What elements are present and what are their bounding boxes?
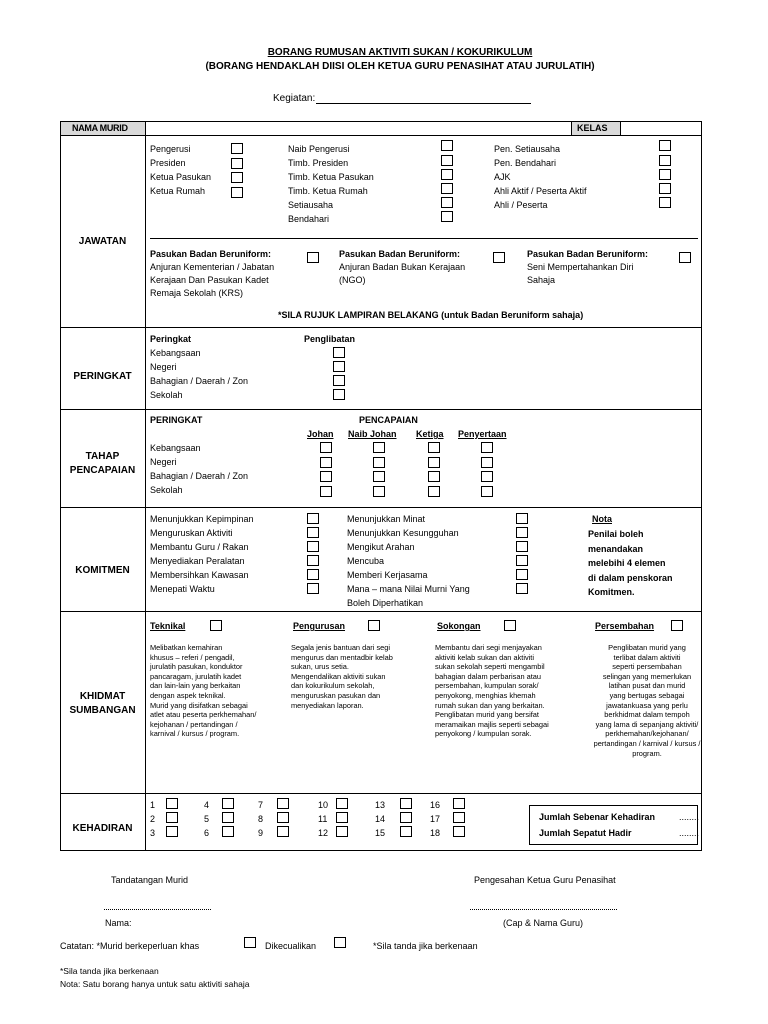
level-label: Kebangsaan xyxy=(150,443,201,453)
jawatan-note: *SILA RUJUK LAMPIRAN BELAKANG (untuk Badan Beruniform sahaja) xyxy=(278,310,584,320)
desc-line: menyediakan laporan. xyxy=(291,700,364,710)
checkbox-kehadiran[interactable] xyxy=(336,798,348,809)
checkbox-mencuba[interactable] xyxy=(516,555,528,566)
checkbox-kehadiran[interactable] xyxy=(453,826,465,837)
checkbox-kerjasama[interactable] xyxy=(516,569,528,580)
desc-line: Melibatkan kemahiran xyxy=(150,643,223,652)
jumlah-sebenar-label: Jumlah Sebenar Kehadiran xyxy=(539,812,656,822)
checkbox-kehadiran[interactable] xyxy=(277,826,289,837)
checkbox-ajk[interactable] xyxy=(659,169,671,180)
uniform-line: Anjuran Kementerian / Jabatan xyxy=(150,262,275,272)
checkbox-keperluan-khas[interactable] xyxy=(244,937,256,948)
checkbox-tahap-ketiga[interactable] xyxy=(428,486,440,497)
komitmen-item: Mengikut Arahan xyxy=(347,542,415,552)
kehadiran-number: 6 xyxy=(204,828,210,838)
checkbox-kehadiran[interactable] xyxy=(336,812,348,823)
jawatan-option-label: Timb. Ketua Pasukan xyxy=(288,172,374,182)
desc-line: selingan yang memerlukan xyxy=(602,671,692,681)
checkbox-arahan[interactable] xyxy=(516,541,528,552)
kelas-label: KELAS xyxy=(577,123,608,133)
checkbox-tahap-johan[interactable] xyxy=(320,471,332,482)
desc-line: latihan pusat dan murid xyxy=(608,681,686,691)
kehadiran-number: 12 xyxy=(318,828,329,838)
checkbox-peralatan[interactable] xyxy=(307,555,319,566)
checkbox-kehadiran[interactable] xyxy=(222,826,234,837)
checkbox-tahap-naib-johan[interactable] xyxy=(373,486,385,497)
checkbox-penglibatan-sekolah[interactable] xyxy=(333,389,345,400)
desc-line: Murid yang disifatkan sebagai xyxy=(150,700,248,710)
checkbox-minat[interactable] xyxy=(516,513,528,524)
nama-murid-field[interactable] xyxy=(146,122,571,135)
checkbox-tahap-naib-johan[interactable] xyxy=(373,442,385,453)
level-label: Negeri xyxy=(150,457,177,467)
checkbox-penglibatan-kebangsaan[interactable] xyxy=(333,347,345,358)
komitmen-col2 xyxy=(347,514,470,612)
komitmen-item: Menunjukkan Kepimpinan xyxy=(150,514,254,524)
checkbox-kehadiran[interactable] xyxy=(222,812,234,823)
komitmen-item: Menunjukkan Minat xyxy=(347,514,426,524)
desc-line: Segala jenis bantuan dari segi xyxy=(291,643,391,652)
guru-signature-line[interactable] xyxy=(470,909,617,910)
level-label: Kebangsaan xyxy=(150,348,201,358)
desc-line: bahagian dalam perbarisan atau xyxy=(435,671,542,681)
checkbox-kehadiran[interactable] xyxy=(277,798,289,809)
nota-line: melebihi 4 elemen xyxy=(588,558,666,568)
desc-line: berkhidmat dalam tempoh xyxy=(604,710,690,720)
nama-murid-label: NAMA MURID xyxy=(72,123,128,133)
komitmen-item: Mana – mana Nilai Murni Yang xyxy=(347,584,470,594)
jawatan-option-label: AJK xyxy=(494,172,511,182)
cap-nama-guru-label: (Cap & Nama Guru) xyxy=(503,918,584,928)
jawatan-option-label: Naib Pengerusi xyxy=(288,144,350,154)
checkbox-kesungguhan[interactable] xyxy=(516,527,528,538)
peringkat-label: PERINGKAT xyxy=(73,371,132,382)
desc-line: jurulatih pasukan, konduktor xyxy=(150,662,243,672)
row-divider xyxy=(60,507,702,508)
kehadiran-number: 5 xyxy=(204,814,210,824)
uniform-option-2 xyxy=(339,249,465,288)
kehadiran-number: 8 xyxy=(258,814,264,824)
jawatan-option-label: Bendahari xyxy=(288,214,330,224)
checkbox-tahap-penyertaan[interactable] xyxy=(481,457,493,468)
komitmen-item: Menepati Waktu xyxy=(150,584,215,594)
checkbox-teknikal[interactable] xyxy=(210,620,222,631)
checkbox-pengurusan[interactable] xyxy=(368,620,380,631)
jawatan-option-label: Timb. Presiden xyxy=(288,158,349,168)
kehadiran-number: 4 xyxy=(204,800,210,810)
tahap-col-title: PERINGKAT xyxy=(150,415,203,425)
desc-line: pancaragam, jurulatih kadet xyxy=(150,671,242,681)
checkbox-penglibatan-bahagian[interactable] xyxy=(333,375,345,386)
checkbox-tahap-ketiga[interactable] xyxy=(428,442,440,453)
checkbox-tahap-penyertaan[interactable] xyxy=(481,471,493,482)
desc-line: sukan, urus setia. xyxy=(291,662,349,672)
checkbox-sokongan[interactable] xyxy=(504,620,516,631)
khidmat-persembahan-desc xyxy=(593,643,701,758)
footer-note-1: *Sila tanda jika berkenaan xyxy=(60,966,159,976)
khidmat-teknikal-desc xyxy=(150,643,290,739)
tahap-label-1: TAHAP xyxy=(85,451,120,462)
uniform-title: Pasukan Badan Beruniform: xyxy=(527,249,649,259)
komitmen-item: Boleh Diperhatikan xyxy=(347,598,424,608)
uniform-line: Anjuran Badan Bukan Kerajaan xyxy=(339,262,466,272)
checkbox-presiden[interactable] xyxy=(231,158,243,169)
nota-body xyxy=(588,529,673,602)
checkbox-pen-setiausaha[interactable] xyxy=(659,140,671,151)
desc-line: Membantu dari segi menjayakan xyxy=(435,643,542,652)
kehadiran-number: 13 xyxy=(375,800,386,810)
kehadiran-number: 9 xyxy=(258,828,264,838)
khidmat-sokongan-desc xyxy=(435,643,585,739)
checkbox-kehadiran[interactable] xyxy=(166,812,178,823)
nota-title: Nota xyxy=(592,514,612,524)
checkbox-ahli-aktif[interactable] xyxy=(659,183,671,194)
jawatan-option-label: Ketua Rumah xyxy=(150,186,206,196)
kehadiran-number: 18 xyxy=(430,828,441,838)
jumlah-sebenar-value[interactable]: ........ xyxy=(679,812,700,822)
checkbox-kehadiran[interactable] xyxy=(277,812,289,823)
uniform-option-1 xyxy=(150,249,274,301)
checkbox-uniform-seni[interactable] xyxy=(679,252,691,263)
checkbox-kehadiran[interactable] xyxy=(336,826,348,837)
desc-line: mengurus dan mentadbir kelab xyxy=(291,652,393,662)
tahap-levels xyxy=(150,443,248,499)
kegiatan-label: Kegiatan: xyxy=(273,93,316,104)
kehadiran-number: 15 xyxy=(375,828,386,838)
komitmen-item: Menguruskan Aktiviti xyxy=(150,528,233,538)
desc-line: dan lain-lain yang berkaitan xyxy=(150,681,241,691)
col-ketiga: Ketiga xyxy=(416,429,444,439)
checkbox-kehadiran[interactable] xyxy=(166,826,178,837)
desc-line: perkhemahan/kejohanan/ xyxy=(605,729,689,739)
desc-line: seperti persembahan xyxy=(612,662,682,672)
jawatan-option-label: Pengerusi xyxy=(150,144,191,154)
checkbox-nilai-murni[interactable] xyxy=(516,583,528,594)
desc-line: Penglibatan murid yang bersifat xyxy=(435,710,539,720)
jawatan-option-label: Timb. Ketua Rumah xyxy=(288,186,368,196)
footer-note-2: Nota: Satu borang hanya untuk satu aktiviti sahaja xyxy=(60,979,250,989)
tahap-label-2: PENCAPAIAN xyxy=(69,465,136,476)
nota-line: Komitmen. xyxy=(588,587,635,597)
kehadiran-number: 17 xyxy=(430,814,441,824)
checkbox-membantu[interactable] xyxy=(307,541,319,552)
form-subtitle: (BORANG HENDAKLAH DIISI OLEH KETUA GURU PENASIHAT ATAU JURULATIH) xyxy=(205,61,595,72)
kehadiran-label: KEHADIRAN xyxy=(72,823,133,834)
checkbox-pen-bendahari[interactable] xyxy=(659,155,671,166)
checkbox-ahli-peserta[interactable] xyxy=(659,197,671,208)
jawatan-option-label: Ahli / Peserta xyxy=(494,200,548,210)
komitmen-item: Membersihkan Kawasan xyxy=(150,570,249,580)
checkbox-uniform-ngo[interactable] xyxy=(493,252,505,263)
sila-tanda-label: *Sila tanda jika berkenaan xyxy=(373,941,478,951)
nama-label: Nama: xyxy=(105,918,132,928)
desc-line: khusus – referi / pengadil, xyxy=(150,652,235,662)
checkbox-kehadiran[interactable] xyxy=(453,812,465,823)
checkbox-kehadiran[interactable] xyxy=(400,798,412,809)
checkbox-tahap-penyertaan[interactable] xyxy=(481,442,493,453)
col-johan: Johan xyxy=(307,429,334,439)
uniform-option-3 xyxy=(527,249,648,288)
uniform-line: (NGO) xyxy=(339,275,366,285)
level-label: Bahagian / Daerah / Zon xyxy=(150,471,249,481)
checkbox-tahap-ketiga[interactable] xyxy=(428,471,440,482)
checkbox-timb-presiden[interactable] xyxy=(441,155,453,166)
form-title: BORANG RUMUSAN AKTIVITI SUKAN / KOKURIKULUM xyxy=(267,47,533,58)
komitmen-label: KOMITMEN xyxy=(75,565,130,576)
checkbox-pengerusi[interactable] xyxy=(231,143,243,154)
desc-line: Mengendalikan aktiviti sukan xyxy=(291,671,386,681)
khidmat-label-1: KHIDMAT xyxy=(79,691,126,702)
jawatan-option-label: Ahli Aktif / Peserta Aktif xyxy=(494,186,587,196)
level-label: Sekolah xyxy=(150,485,183,495)
checkbox-tahap-penyertaan[interactable] xyxy=(481,486,493,497)
peringkat-levels xyxy=(150,348,248,404)
desc-line: Penglibatan murid yang xyxy=(608,643,686,652)
checkbox-tahap-ketiga[interactable] xyxy=(428,457,440,468)
desc-line: persembahan, kumpulan sorak/ xyxy=(435,681,539,691)
jawatan-separator xyxy=(150,238,698,239)
checkbox-tahap-johan[interactable] xyxy=(320,486,332,497)
checkbox-kehadiran[interactable] xyxy=(400,812,412,823)
level-label: Negeri xyxy=(150,362,177,372)
kehadiran-summary-box xyxy=(529,805,698,845)
checkbox-timb-ketua-rumah[interactable] xyxy=(441,183,453,194)
row-divider xyxy=(60,327,702,328)
checkbox-kehadiran[interactable] xyxy=(166,798,178,809)
jawatan-col1 xyxy=(150,144,211,200)
uniform-line: Seni Mempertahankan Diri xyxy=(527,262,634,272)
nota-line: Penilai boleh xyxy=(588,529,644,539)
khidmat-sokongan-title: Sokongan xyxy=(437,621,481,631)
desc-line: kejohanan / pertandingan / xyxy=(150,719,238,729)
desc-line: karnival / kursus / program. xyxy=(150,729,240,739)
jumlah-sepatut-value[interactable]: ........ xyxy=(679,828,700,838)
level-label: Sekolah xyxy=(150,390,183,400)
komitmen-item: Menunjukkan Kesungguhan xyxy=(347,528,459,538)
kehadiran-number: 11 xyxy=(318,814,328,824)
khidmat-teknikal-title: Teknikal xyxy=(150,621,186,631)
desc-line: pertandingan / karnival / kursus / xyxy=(593,738,701,748)
kehadiran-number: 7 xyxy=(258,800,264,810)
label-column-divider xyxy=(145,121,146,851)
kegiatan-field[interactable] xyxy=(316,103,531,104)
kehadiran-number: 14 xyxy=(375,814,386,824)
kehadiran-number: 10 xyxy=(318,800,329,810)
desc-line: penyokong / kumpulan sorak. xyxy=(435,729,532,739)
uniform-line: Remaja Sekolah (KRS) xyxy=(150,288,244,298)
khidmat-pengurusan-desc xyxy=(291,643,431,710)
checkbox-penglibatan-negeri[interactable] xyxy=(333,361,345,372)
desc-line: meramaikan majlis seperti sebagai xyxy=(435,719,549,729)
jawatan-option-label: Pen. Bendahari xyxy=(494,158,557,168)
checkbox-timb-ketua-pasukan[interactable] xyxy=(441,169,453,180)
jawatan-label: JAWATAN xyxy=(78,236,127,247)
komitmen-item: Menyediakan Peralatan xyxy=(150,556,245,566)
desc-line: rumah sukan dan yang berkaitan. xyxy=(435,700,545,710)
checkbox-kawasan[interactable] xyxy=(307,569,319,580)
khidmat-persembahan-title: Persembahan xyxy=(595,621,655,631)
desc-line: sukan sekolah seperti mengambil xyxy=(435,662,545,672)
level-label: Bahagian / Daerah / Zon xyxy=(150,376,249,386)
desc-line: dengan aspek teknikal. xyxy=(150,690,226,700)
penglibatan-col-title: Penglibatan xyxy=(304,334,356,344)
desc-line: jawatankuasa yang perlu xyxy=(606,700,688,710)
checkbox-ketua-rumah[interactable] xyxy=(231,187,243,198)
checkbox-ketua-pasukan[interactable] xyxy=(231,172,243,183)
jawatan-option-label: Pen. Setiausaha xyxy=(494,144,561,154)
col-penyertaan: Penyertaan xyxy=(458,429,507,439)
uniform-title: Pasukan Badan Beruniform: xyxy=(150,249,272,259)
checkbox-naib-pengerusi[interactable] xyxy=(441,140,453,151)
checkbox-tahap-johan[interactable] xyxy=(320,457,332,468)
checkbox-setiausaha[interactable] xyxy=(441,197,453,208)
col-naib-johan: Naib Johan xyxy=(348,429,397,439)
row-divider xyxy=(60,135,702,136)
murid-signature-line[interactable] xyxy=(104,909,211,910)
desc-line: atlet atau peserta perkhemahan/ xyxy=(150,710,257,720)
jawatan-col3 xyxy=(494,144,587,214)
checkbox-kehadiran[interactable] xyxy=(400,826,412,837)
khidmat-pengurusan-title: Pengurusan xyxy=(293,621,346,631)
kehadiran-number: 16 xyxy=(430,800,441,810)
kehadiran-number: 1 xyxy=(150,800,156,810)
khidmat-label-2: SUMBANGAN xyxy=(69,705,136,716)
tandatangan-murid-label: Tandatangan Murid xyxy=(111,875,189,885)
jawatan-col2 xyxy=(288,144,374,228)
desc-line: yang lama di sepanjang aktiviti/ xyxy=(595,719,699,729)
uniform-line: Sahaja xyxy=(527,275,556,285)
checkbox-menguruskan[interactable] xyxy=(307,527,319,538)
jawatan-option-label: Presiden xyxy=(150,158,186,168)
desc-line: terlibat dalam aktiviti xyxy=(613,652,681,662)
komitmen-item: Mencuba xyxy=(347,556,385,566)
checkbox-tahap-johan[interactable] xyxy=(320,442,332,453)
desc-line: menguruskan pasukan dan xyxy=(291,690,381,700)
checkbox-tahap-naib-johan[interactable] xyxy=(373,457,385,468)
kelas-field[interactable] xyxy=(621,122,701,135)
desc-line: dan kokurikulum sekolah, xyxy=(291,681,375,691)
checkbox-kehadiran[interactable] xyxy=(453,798,465,809)
desc-line: aktiviti kelab sukan dan aktiviti xyxy=(435,652,535,662)
row-divider xyxy=(60,793,702,794)
uniform-line: Kerajaan Dan Pasukan Kadet xyxy=(150,275,269,285)
desc-line: yang bertugas sebagai xyxy=(609,690,685,700)
checkbox-kehadiran[interactable] xyxy=(222,798,234,809)
nota-line: menandakan xyxy=(588,543,644,554)
desc-line: penyokong, menghias khemah xyxy=(435,690,536,700)
catatan-label: Catatan: *Murid berkeperluan khas xyxy=(60,941,200,951)
jawatan-option-label: Ketua Pasukan xyxy=(150,172,212,182)
komitmen-item: Membantu Guru / Rakan xyxy=(150,542,249,552)
uniform-title: Pasukan Badan Beruniform: xyxy=(339,249,461,259)
komitmen-col1 xyxy=(150,514,254,598)
peringkat-col-title: Peringkat xyxy=(150,334,192,344)
checkbox-waktu[interactable] xyxy=(307,583,319,594)
kehadiran-number: 3 xyxy=(150,828,156,838)
kehadiran-number: 2 xyxy=(150,814,156,824)
desc-line: program. xyxy=(632,748,662,758)
komitmen-item: Memberi Kerjasama xyxy=(347,570,428,580)
checkbox-tahap-naib-johan[interactable] xyxy=(373,471,385,482)
nota-line: di dalam penskoran xyxy=(588,572,673,583)
checkbox-bendahari[interactable] xyxy=(441,211,453,222)
pencapaian-title: PENCAPAIAN xyxy=(359,415,418,425)
jumlah-sepatut-label: Jumlah Sepatut Hadir xyxy=(539,828,632,838)
jawatan-option-label: Setiausaha xyxy=(288,200,334,210)
row-divider xyxy=(60,409,702,410)
checkbox-kepimpinan[interactable] xyxy=(307,513,319,524)
dikecualikan-label: Dikecualikan xyxy=(265,941,317,951)
checkbox-uniform-kerajaan[interactable] xyxy=(307,252,319,263)
checkbox-dikecualikan[interactable] xyxy=(334,937,346,948)
pengesahan-label: Pengesahan Ketua Guru Penasihat xyxy=(474,875,616,885)
checkbox-persembahan[interactable] xyxy=(671,620,683,631)
